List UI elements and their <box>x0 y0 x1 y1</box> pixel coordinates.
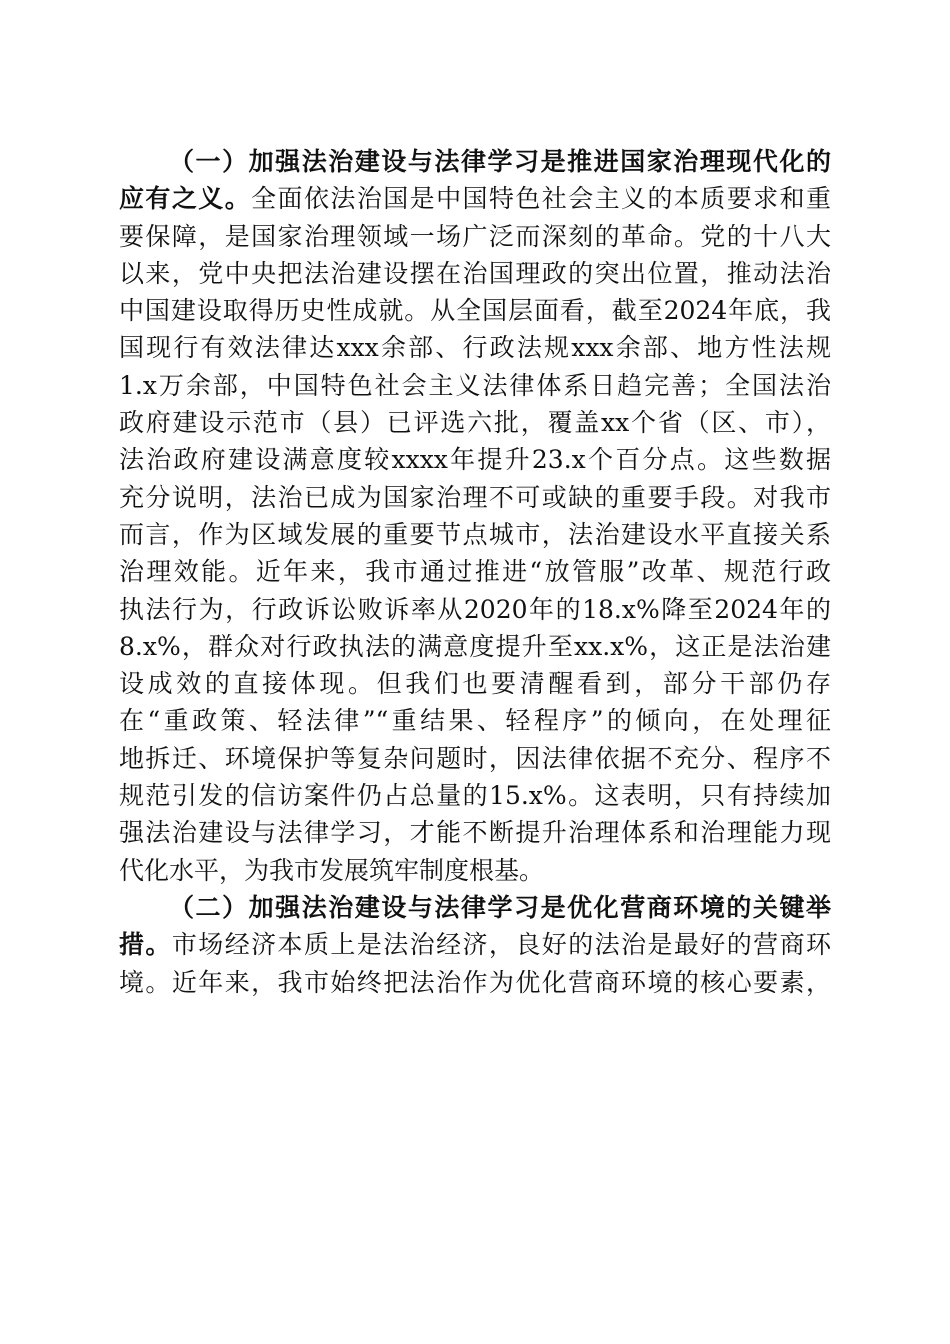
paragraph-1-line: 国现行有效法律达xxx余部、行政法规xxx余部、地方性法规 <box>119 333 831 363</box>
paragraph-1-heading-line <box>119 143 831 180</box>
paragraph-1-line: 而言，作为区域发展的重要节点城市，法治建设水平直接关系 <box>119 519 831 549</box>
paragraph-1-heading: （一）加强法治建设与法律学习是推进国家治理现代化的 <box>169 147 831 176</box>
paragraph-1-line: 地拆迁、环境保护等复杂问题时，因法律依据不充分、程序不 <box>119 743 831 773</box>
paragraph-2-heading-end: 措。 <box>119 930 172 960</box>
paragraph-2-line: 境。近年来，我市始终把法治作为优化营商环境的核心要素， <box>119 967 831 997</box>
paragraph-1-line: 执法行为，行政诉讼败诉率从2020年的18.x%降至2024年的 <box>119 594 831 624</box>
paragraph-1-line: 中国建设取得历史性成就。从全国层面看，截至2024年底，我 <box>119 296 831 326</box>
paragraph-1-line: 治理效能。近年来，我市通过推进“放管服”改革、规范行政 <box>119 557 831 587</box>
paragraph-2-line-2 <box>119 926 831 963</box>
paragraph-1-line: 在“重政策、轻法律”“重结果、轻程序”的倾向，在处理征 <box>119 706 831 736</box>
paragraph-2-heading: （二）加强法治建设与法律学习是优化营商环境的关键举 <box>169 892 831 922</box>
paragraph-1-line: 8.x%，群众对行政执法的满意度提升至xx.x%，这正是法治建 <box>119 631 831 661</box>
paragraph-1-line: 以来，党中央把法治建设摆在治国理政的突出位置，推动法治 <box>119 258 831 288</box>
paragraph-1-line: 设成效的直接体现。但我们也要清醒看到，部分干部仍存 <box>119 669 831 699</box>
paragraph-1-line: 政府建设示范市（县）已评选六批，覆盖xx个省（区、市）， <box>119 408 831 438</box>
paragraph-1-line: 1.x万余部，中国特色社会主义法律体系日趋完善；全国法治 <box>119 370 831 400</box>
paragraph-1-body-start: 全面依法治国是中国特色社会主义的本质要求和重 <box>251 184 831 214</box>
paragraph-2-body-start: 市场经济本质上是法治经济，良好的法治是最好的营商环 <box>171 930 831 960</box>
paragraph-1-heading-end: 应有之义。 <box>119 184 252 214</box>
paragraph-1-line-2 <box>119 180 831 217</box>
paragraph-2-heading-line <box>119 889 831 926</box>
paragraph-1-line: 法治政府建设满意度较xxxx年提升23.x个百分点。这些数据 <box>119 445 831 475</box>
paragraph-1-line: 规范引发的信访案件仍占总量的15.x%。这表明，只有持续加 <box>119 781 831 811</box>
paragraph-1-line-last: 代化水平，为我市发展筑牢制度根基。 <box>119 855 545 885</box>
paragraph-1-line: 强法治建设与法律学习，才能不断提升治理体系和治理能力现 <box>119 818 831 848</box>
paragraph-1-line: 充分说明，法治已成为国家治理不可或缺的重要手段。对我市 <box>119 482 831 512</box>
document-body <box>119 143 831 1001</box>
paragraph-1-line: 要保障，是国家治理领域一场广泛而深刻的革命。党的十八大 <box>119 221 831 251</box>
